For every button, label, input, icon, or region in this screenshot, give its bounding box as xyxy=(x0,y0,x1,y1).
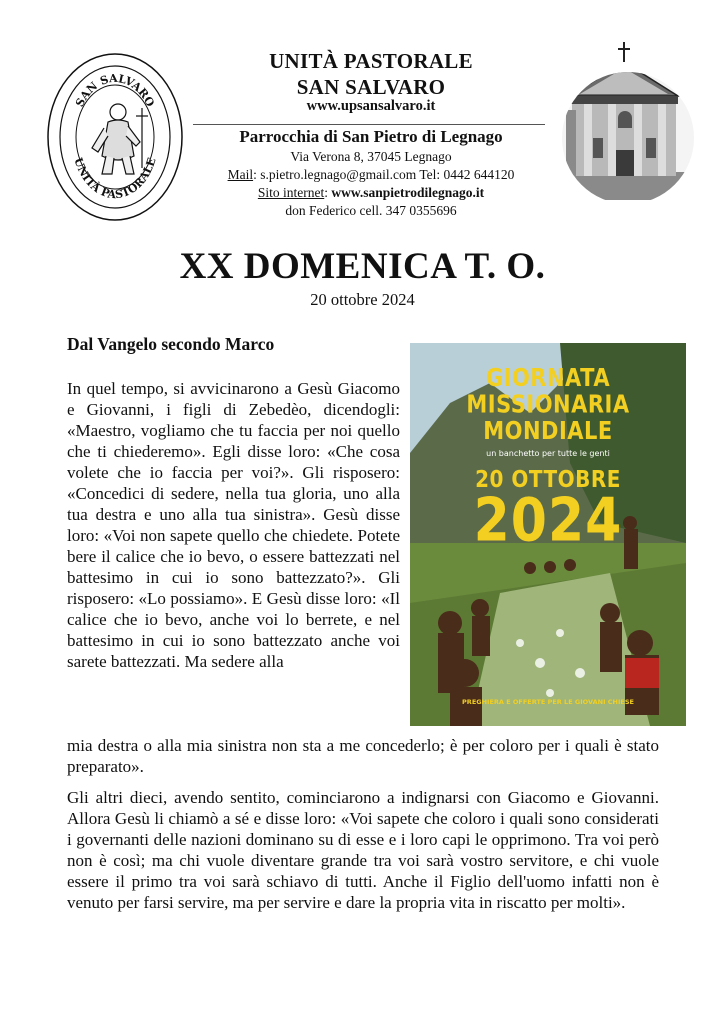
poster-subtitle: un banchetto per tutte le genti xyxy=(486,449,610,458)
gospel-heading: Dal Vangelo secondo Marco xyxy=(67,334,275,354)
mission-day-poster xyxy=(410,343,686,726)
church-photo xyxy=(548,40,702,200)
mail-value[interactable]: : s.pietro.legnago@gmail.com Tel: 0442 644120 xyxy=(253,167,515,182)
poster-title-line1: GIORNATA xyxy=(485,363,611,392)
gospel-paragraph-1: In quel tempo, si avvicinarono a Gesù Giacomo e Giovanni, i figli di Zebedèo, dicendogli: «Maestro, vogliamo che tu faccia per noi quello che ti chiederemo». Egli disse loro: «Che cosa volete che io faccia per voi?». Gli risposero: «Concedici di sedere, nella tua gloria, uno alla tua destra e uno alla tua sinistra». Gesù disse loro: «Voi non sapete quello che chiedete. Potete bere il calice che io bevo, o essere battezzati nel battesimo in cui io sono battezzato?». Gli risposero: «Lo possiamo». E Gesù disse loro: «Il calice che io bevo, anche voi lo berrete, e nel battesimo in cui io sono battezzato anche voi sarete battezzati. Ma sedere alla xyxy=(67,379,400,671)
header-divider xyxy=(193,124,545,125)
pastoral-unit-line2: SAN SALVARO xyxy=(296,75,446,99)
page-title: XX DOMENICA T. O. xyxy=(179,246,546,287)
page-date: 20 ottobre 2024 xyxy=(310,290,415,309)
gospel-paragraph-2: mia destra o alla mia sinistra non sta a me concederlo; è per coloro per i quali è stato preparato». xyxy=(67,736,659,776)
mail-label: Mail xyxy=(227,167,254,182)
poster-title-line2: MISSIONARIA xyxy=(466,389,630,419)
gospel-paragraph-3: Gli altri dieci, avendo sentito, cominciarono a indignarsi con Giacomo e Giovanni. Allora Gesù li chiamò a sé e disse loro: «Voi sapete che coloro i quali sono considerati i governanti delle nazioni dominano su di esse e i loro capi le opprimono. Tra voi però non è così; ma chi vuole diventare grande tra voi sarà vostro servitore, e chi vuole essere il primo tra voi sarà schiavo di tutti. Anche il Figlio dell'uomo infatti non è venuto per farsi servire, ma per servire e dare la propria vita in riscatto per molti». xyxy=(67,788,659,912)
poster-date: 20 OTTOBRE xyxy=(475,465,621,493)
poster-footer: PREGHIERA E OFFERTE PER LE GIOVANI CHIESE xyxy=(462,698,634,706)
pastoral-unit-name xyxy=(185,48,557,100)
poster-year: 2024 xyxy=(473,486,623,556)
site-label: Sito internet xyxy=(257,185,325,200)
parish-site: Sito internet: www.sanpietrodilegnago.it xyxy=(257,185,485,200)
parish-name: Parrocchia di San Pietro di Legnago xyxy=(239,127,503,146)
svg-text:UNITÀ PASTORALE: UNITÀ PASTORALE xyxy=(71,156,159,202)
pastoral-unit-website[interactable]: www.upsansalvaro.it xyxy=(306,98,436,114)
poster-title-line3: MONDIALE xyxy=(483,416,613,445)
site-value[interactable]: www.sanpietrodilegnago.it xyxy=(331,185,485,200)
parish-contacts xyxy=(185,166,557,184)
parish-seal-logo xyxy=(46,52,184,222)
parish-address: Via Verona 8, 37045 Legnago xyxy=(290,149,452,164)
pastoral-unit-line1: UNITÀ PASTORALE xyxy=(269,49,473,73)
svg-text:SAN SALVARO: SAN SALVARO xyxy=(73,71,157,110)
priest-contact: don Federico cell. 347 0355696 xyxy=(285,203,457,218)
poster-title xyxy=(410,364,686,443)
